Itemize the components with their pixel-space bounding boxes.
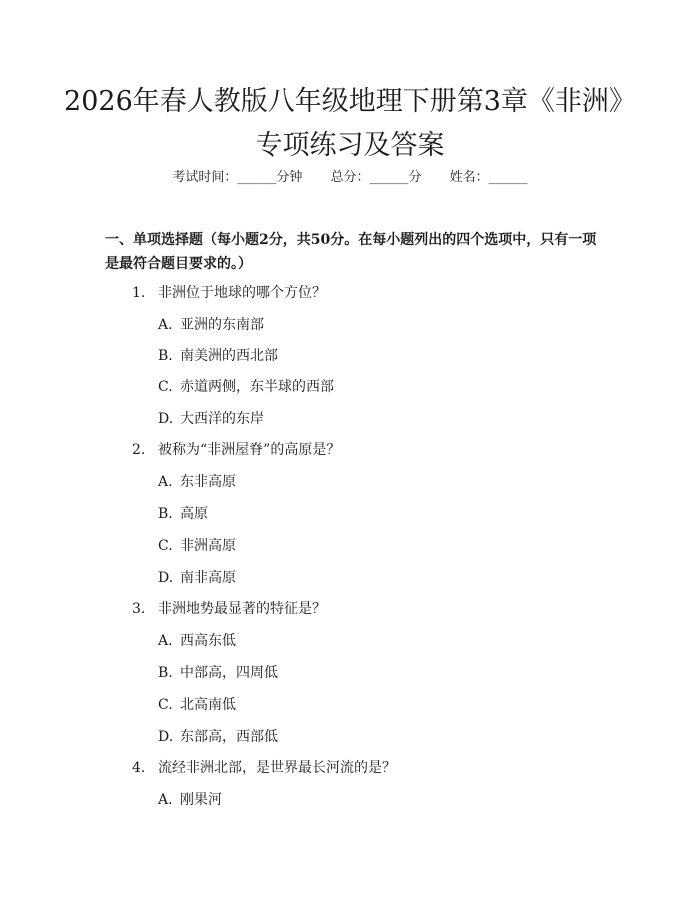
option-letter: D. [158, 570, 174, 586]
option-letter: D. [158, 411, 174, 427]
option-letter: D. [158, 729, 174, 745]
option-item [158, 315, 264, 335]
option-text: 东非高原 [180, 474, 236, 490]
option-item [158, 568, 236, 588]
question-item [132, 599, 326, 619]
document-title: 2026年春人教版八年级地理下册第3章《非洲》专项练习及答案 [64, 86, 636, 161]
option-text: 刚果河 [180, 792, 222, 808]
option-text: 南美洲的西北部 [180, 348, 278, 364]
option-item [158, 727, 278, 747]
question-number: 4. [132, 760, 146, 776]
total-score-field: 总分：______分 [330, 170, 422, 185]
option-item [158, 536, 236, 556]
option-letter: C. [158, 697, 173, 713]
option-letter: A. [158, 792, 173, 808]
question-number: 1. [132, 285, 146, 301]
option-text: 中部高，四周低 [180, 665, 278, 681]
exam-info [0, 168, 700, 188]
option-item [158, 504, 208, 524]
option-item [158, 346, 278, 366]
option-letter: B. [158, 348, 173, 364]
option-letter: A. [158, 633, 173, 649]
option-text: 西高东低 [180, 633, 236, 649]
question-number: 3. [132, 601, 146, 617]
option-item [158, 472, 236, 492]
option-letter: C. [158, 538, 173, 554]
option-text: 南非高原 [180, 570, 236, 586]
option-text: 赤道两侧，东半球的西部 [180, 379, 334, 395]
option-item [158, 663, 278, 683]
option-letter: B. [158, 506, 173, 522]
question-item [132, 758, 396, 778]
option-letter: C. [158, 379, 173, 395]
option-item [158, 409, 264, 429]
question-text: 流经非洲北部，是世界最长河流的是？ [158, 760, 396, 776]
student-name-field: 姓名：______ [449, 170, 528, 185]
option-text: 大西洋的东岸 [180, 411, 264, 427]
option-text: 非洲高原 [180, 538, 236, 554]
option-text: 北高南低 [180, 697, 236, 713]
question-text: 被称为“非洲屋脊”的高原是？ [158, 442, 341, 458]
question-number: 2. [132, 442, 146, 458]
question-item [132, 440, 340, 460]
exam-time-field: 考试时间：______分钟 [172, 170, 303, 185]
option-text: 高原 [180, 506, 208, 522]
option-letter: B. [158, 665, 173, 681]
option-letter: A. [158, 474, 173, 490]
question-item [132, 283, 326, 303]
option-item [158, 377, 334, 397]
option-letter: A. [158, 317, 173, 333]
question-text: 非洲位于地球的哪个方位？ [158, 285, 326, 301]
option-item [158, 790, 222, 810]
section-heading: 一、单项选择题（每小题2分，共50分。在每小题列出的四个选项中，只有一项是最符合题目要求的。） [105, 232, 597, 272]
question-text: 非洲地势最显著的特征是？ [158, 601, 326, 617]
option-text: 亚洲的东南部 [180, 317, 264, 333]
option-item [158, 631, 236, 651]
option-text: 东部高，西部低 [180, 729, 278, 745]
option-item [158, 695, 236, 715]
